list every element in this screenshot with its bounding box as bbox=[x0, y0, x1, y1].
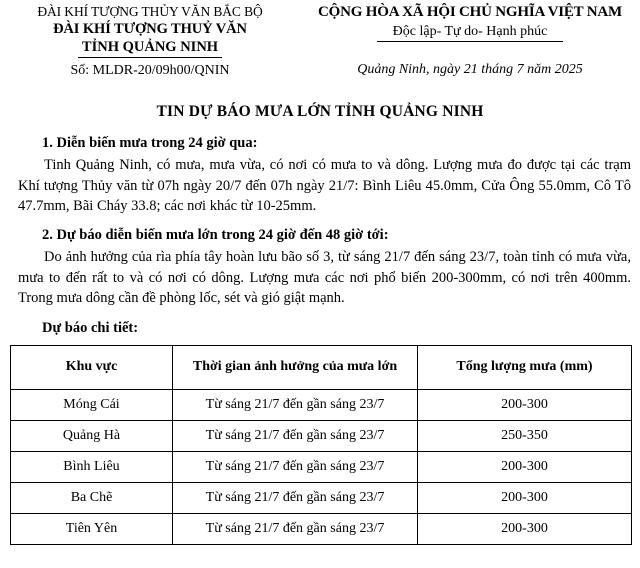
table-row bbox=[11, 482, 632, 513]
cell-amount: 250-350 bbox=[418, 420, 632, 451]
table-row bbox=[11, 420, 632, 451]
cell-area: Móng Cái bbox=[11, 389, 173, 420]
detailed-forecast-label: Dự báo chi tiết: bbox=[42, 319, 139, 336]
cell-area: Quảng Hà bbox=[11, 420, 173, 451]
national-heading-block bbox=[300, 4, 640, 79]
cell-amount: 200-300 bbox=[418, 513, 632, 544]
section-2-body: Do ảnh hưởng của rìa phía tây hoàn lưu bão số 3, từ sáng 21/7 đến sáng 23/7, toàn tỉnh có mưa vừa, mưa to đến rất to và có nơi có dông. Lượng mưa các nơi phổ biến 200-300mm, có nơi trên 400mm. Trong mưa dông cần đề phòng lốc, sét và gió giật mạnh. bbox=[18, 248, 631, 307]
table-row bbox=[11, 389, 632, 420]
document-number: Số: MLDR-20/09h00/QNIN bbox=[70, 62, 230, 78]
document-title: TIN DỰ BÁO MƯA LỚN TỈNH QUẢNG NINH bbox=[156, 103, 484, 121]
cell-amount: 200-300 bbox=[418, 389, 632, 420]
parent-organization-name: ĐÀI KHÍ TƯỢNG THỦY VĂN BẮC BỘ bbox=[37, 4, 263, 19]
forecast-table-container bbox=[0, 345, 640, 545]
column-header-area: Khu vực bbox=[11, 345, 173, 389]
cell-time: Từ sáng 21/7 đến gần sáng 23/7 bbox=[173, 389, 418, 420]
section-1-body: Tinh Quảng Ninh, có mưa, mưa vừa, có nơi có mưa to và dông. Lượng mưa đo được tại các trạm Khí tượng Thủy văn từ 07h ngày 20/7 đến 07h ngày 21/7: Bình Liêu 45.0mm, Cửa Ông 55.0mm, Cô Tô 47.7mm, Bãi Cháy 33.8; các nơi khác từ 10-25mm. bbox=[18, 157, 631, 215]
cell-time: Từ sáng 21/7 đến gần sáng 23/7 bbox=[173, 451, 418, 482]
document-body bbox=[0, 135, 640, 336]
table-row bbox=[11, 451, 632, 482]
cell-time: Từ sáng 21/7 đến gần sáng 23/7 bbox=[173, 420, 418, 451]
issuing-authority-block bbox=[0, 4, 300, 79]
table-row bbox=[11, 513, 632, 544]
cell-area: Tiên Yên bbox=[11, 513, 173, 544]
cell-area: Ba Chẽ bbox=[11, 482, 173, 513]
cell-amount: 200-300 bbox=[418, 482, 632, 513]
cell-area: Bình Liêu bbox=[11, 451, 173, 482]
table-header-row bbox=[11, 345, 632, 389]
cell-time: Từ sáng 21/7 đến gần sáng 23/7 bbox=[173, 513, 418, 544]
section-spacer bbox=[18, 217, 631, 227]
cell-amount: 200-300 bbox=[418, 451, 632, 482]
section-1-heading: 1. Diễn biến mưa trong 24 giờ qua: bbox=[42, 135, 258, 152]
organization-province: TỈNH QUẢNG NINH bbox=[78, 39, 222, 58]
column-header-time: Thời gian ảnh hưởng của mưa lớn bbox=[173, 345, 418, 389]
column-header-amount: Tổng lượng mưa (mm) bbox=[418, 345, 632, 389]
cell-time: Từ sáng 21/7 đến gần sáng 23/7 bbox=[173, 482, 418, 513]
section-2-heading: 2. Dự báo diễn biến mưa lớn trong 24 giờ đến 48 giờ tới: bbox=[42, 226, 389, 243]
national-title: CỘNG HÒA XÃ HỘI CHỦ NGHĨA VIỆT NAM bbox=[318, 4, 622, 20]
forecast-table bbox=[10, 345, 632, 545]
national-motto: Độc lập- Tự do- Hạnh phúc bbox=[377, 24, 564, 43]
place-and-date: Quảng Ninh, ngày 21 tháng 7 năm 2025 bbox=[357, 62, 583, 78]
document-header bbox=[0, 0, 640, 79]
organization-name: ĐÀI KHÍ TƯỢNG THUỶ VĂN bbox=[53, 20, 247, 37]
